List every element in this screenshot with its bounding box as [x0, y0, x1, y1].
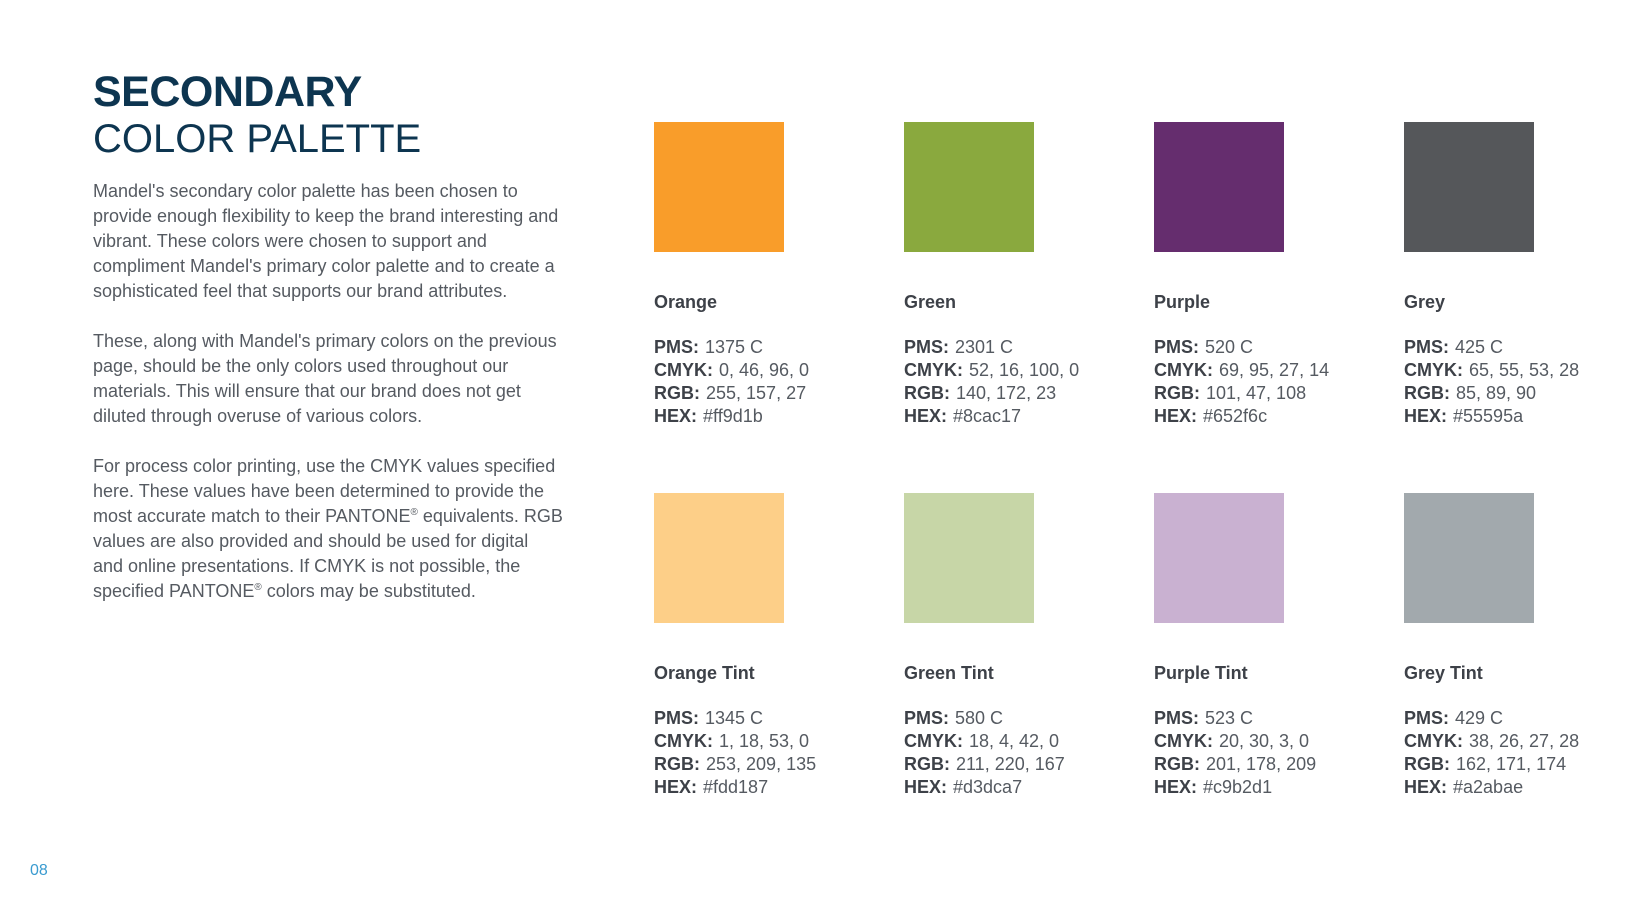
pms-value: 425 C: [1455, 337, 1504, 357]
color-name: Purple Tint: [1154, 663, 1248, 683]
rgb-row: [654, 382, 884, 405]
color-name: Purple: [1154, 292, 1211, 312]
cmyk-value: 52, 16, 100, 0: [969, 360, 1080, 380]
cmyk-value: 1, 18, 53, 0: [719, 731, 810, 751]
pms-row: [904, 707, 1134, 730]
cmyk-value: 20, 30, 3, 0: [1219, 731, 1310, 751]
pms-label: PMS:: [654, 337, 699, 357]
hex-label: HEX:: [1154, 406, 1198, 426]
hex-row: [904, 405, 1134, 428]
hex-label: HEX:: [654, 777, 698, 797]
pms-row: [654, 336, 884, 359]
page-title-light: COLOR PALETTE: [93, 117, 422, 161]
rgb-value: 101, 47, 108: [1206, 383, 1307, 403]
pms-label: PMS:: [1404, 708, 1449, 728]
color-card-orange: [654, 122, 884, 428]
rgb-value: 162, 171, 174: [1456, 754, 1567, 774]
pms-value: 2301 C: [955, 337, 1014, 357]
cmyk-label: CMYK:: [1404, 731, 1463, 751]
cmyk-row: [654, 359, 884, 382]
color-card-purple-tint: [1154, 493, 1384, 799]
pms-row: [1154, 336, 1384, 359]
cmyk-value: 65, 55, 53, 28: [1469, 360, 1580, 380]
registered-mark: ®: [410, 507, 418, 518]
cmyk-row: [1154, 730, 1384, 753]
pms-row: [654, 707, 884, 730]
pms-row: [1404, 336, 1634, 359]
cmyk-value: 0, 46, 96, 0: [719, 360, 810, 380]
rgb-value: 211, 220, 167: [956, 754, 1065, 774]
hex-label: HEX:: [904, 406, 948, 426]
hex-value: #652f6c: [1203, 406, 1268, 426]
body-paragraph-3-part-3: colors may be substituted.: [261, 581, 476, 601]
pms-label: PMS:: [1154, 708, 1199, 728]
hex-row: [1404, 776, 1634, 799]
color-card-grey-tint: [1404, 493, 1634, 799]
color-specs: [654, 707, 884, 799]
rgb-row: [1404, 753, 1634, 776]
cmyk-label: CMYK:: [1154, 360, 1213, 380]
hex-value: #55595a: [1453, 406, 1524, 426]
hex-row: [654, 776, 884, 799]
rgb-value: 255, 157, 27: [706, 383, 807, 403]
cmyk-label: CMYK:: [904, 360, 963, 380]
color-swatch: [904, 493, 1034, 623]
color-specs: [904, 336, 1134, 428]
rgb-value: 140, 172, 23: [956, 383, 1057, 403]
rgb-value: 253, 209, 135: [706, 754, 817, 774]
color-swatch: [654, 493, 784, 623]
color-swatch: [1154, 493, 1284, 623]
registered-mark: ®: [254, 582, 262, 593]
cmyk-label: CMYK:: [1154, 731, 1213, 751]
color-name: Grey: [1404, 292, 1446, 312]
pms-value: 429 C: [1455, 708, 1504, 728]
pms-value: 580 C: [955, 708, 1004, 728]
rgb-value: 201, 178, 209: [1206, 754, 1317, 774]
hex-value: #c9b2d1: [1203, 777, 1273, 797]
cmyk-row: [654, 730, 884, 753]
rgb-label: RGB:: [904, 383, 950, 403]
rgb-label: RGB:: [904, 754, 950, 774]
hex-value: #a2abae: [1453, 777, 1524, 797]
hex-label: HEX:: [654, 406, 698, 426]
pms-value: 520 C: [1205, 337, 1254, 357]
body-paragraph-3: [93, 454, 563, 604]
pms-row: [904, 336, 1134, 359]
pms-label: PMS:: [1404, 337, 1449, 357]
rgb-label: RGB:: [654, 754, 700, 774]
color-specs: [1404, 336, 1634, 428]
hex-row: [1404, 405, 1634, 428]
body-paragraph-3-part-2: equivalents. RGB values are also provided and should be used for digital and online presentations. If CMYK is not possible, the specified PANTONE: [93, 506, 563, 601]
hex-row: [904, 776, 1134, 799]
hex-row: [1154, 776, 1384, 799]
cmyk-label: CMYK:: [654, 360, 713, 380]
hex-value: #d3dca7: [953, 777, 1023, 797]
pms-value: 1345 C: [705, 708, 764, 728]
hex-value: #ff9d1b: [703, 406, 763, 426]
color-card-grey: [1404, 122, 1634, 428]
color-card-green: [904, 122, 1134, 428]
cmyk-value: 18, 4, 42, 0: [969, 731, 1060, 751]
cmyk-value: 69, 95, 27, 14: [1219, 360, 1330, 380]
color-card-purple: [1154, 122, 1384, 428]
body-copy: [93, 179, 563, 629]
rgb-row: [1154, 753, 1384, 776]
color-specs: [1154, 707, 1384, 799]
hex-label: HEX:: [1404, 406, 1448, 426]
rgb-label: RGB:: [1404, 383, 1450, 403]
hex-row: [654, 405, 884, 428]
rgb-label: RGB:: [1404, 754, 1450, 774]
pms-label: PMS:: [904, 708, 949, 728]
color-name: Green: [904, 292, 957, 312]
hex-label: HEX:: [1154, 777, 1198, 797]
color-swatch: [1404, 493, 1534, 623]
body-paragraph-2: These, along with Mandel's primary colors on the previous page, should be the only colors used throughout our materials. This will ensure that our brand does not get diluted through overuse of various colors.: [93, 331, 557, 426]
pms-label: PMS:: [904, 337, 949, 357]
color-name: Orange Tint: [654, 663, 755, 683]
pms-label: PMS:: [654, 708, 699, 728]
color-swatch: [904, 122, 1034, 252]
hex-value: #fdd187: [703, 777, 769, 797]
cmyk-label: CMYK:: [654, 731, 713, 751]
pms-row: [1154, 707, 1384, 730]
rgb-row: [1404, 382, 1634, 405]
rgb-row: [904, 753, 1134, 776]
hex-value: #8cac17: [953, 406, 1022, 426]
cmyk-row: [904, 359, 1134, 382]
page-number: 08: [30, 862, 48, 879]
cmyk-row: [1404, 359, 1634, 382]
cmyk-row: [1154, 359, 1384, 382]
color-name: Green Tint: [904, 663, 994, 683]
pms-value: 523 C: [1205, 708, 1254, 728]
hex-label: HEX:: [1404, 777, 1448, 797]
body-paragraph-1: Mandel's secondary color palette has been chosen to provide enough flexibility to keep the brand interesting and vibrant. These colors were chosen to support and compliment Mandel's primary color palette and to create a sophisticated feel that supports our brand attributes.: [93, 181, 559, 301]
color-card-orange-tint: [654, 493, 884, 799]
color-specs: [1154, 336, 1384, 428]
cmyk-row: [1404, 730, 1634, 753]
rgb-value: 85, 89, 90: [1456, 383, 1537, 403]
pms-value: 1375 C: [705, 337, 764, 357]
rgb-label: RGB:: [1154, 383, 1200, 403]
color-swatch: [1154, 122, 1284, 252]
cmyk-value: 38, 26, 27, 28: [1469, 731, 1580, 751]
color-specs: [654, 336, 884, 428]
cmyk-label: CMYK:: [1404, 360, 1463, 380]
cmyk-row: [904, 730, 1134, 753]
rgb-label: RGB:: [1154, 754, 1200, 774]
pms-row: [1404, 707, 1634, 730]
rgb-row: [654, 753, 884, 776]
cmyk-label: CMYK:: [904, 731, 963, 751]
page-title: [93, 68, 421, 162]
pms-label: PMS:: [1154, 337, 1199, 357]
color-swatch: [654, 122, 784, 252]
body-paragraph-3-part-1: For process color printing, use the CMYK values specified here. These values have been determined to provide the most accurate match to their PANTONE: [93, 456, 556, 526]
hex-label: HEX:: [904, 777, 948, 797]
page-title-bold: SECONDARY: [93, 68, 362, 116]
color-name: Orange: [654, 292, 718, 312]
color-card-green-tint: [904, 493, 1134, 799]
color-swatch: [1404, 122, 1534, 252]
rgb-row: [904, 382, 1134, 405]
hex-row: [1154, 405, 1384, 428]
color-specs: [904, 707, 1134, 799]
color-name: Grey Tint: [1404, 663, 1483, 683]
color-specs: [1404, 707, 1634, 799]
rgb-row: [1154, 382, 1384, 405]
rgb-label: RGB:: [654, 383, 700, 403]
